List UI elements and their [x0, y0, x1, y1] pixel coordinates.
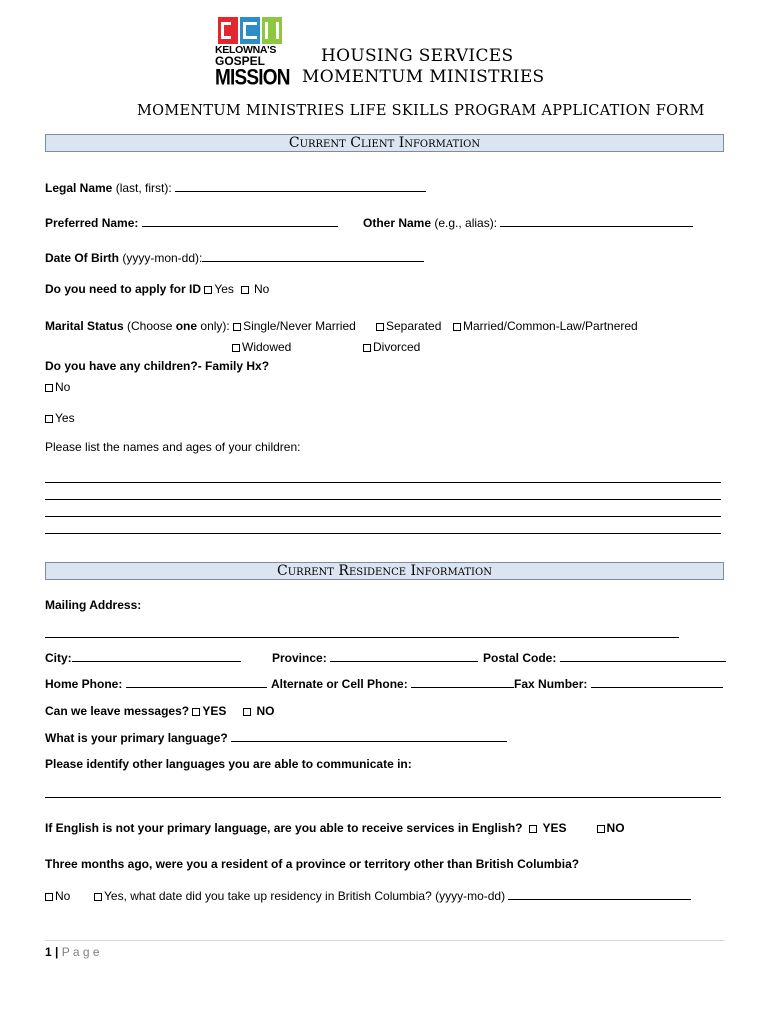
fax-label: Fax Number:	[514, 677, 591, 691]
marital-divorced-label: Divorced	[373, 340, 421, 354]
messages-yes-checkbox[interactable]	[192, 708, 200, 716]
resident-no-checkbox[interactable]	[45, 893, 53, 901]
id-no-label: No	[253, 282, 270, 296]
section-residence-info-bar	[45, 562, 724, 580]
province-field[interactable]	[330, 651, 478, 662]
alt-phone-label: Alternate or Cell Phone:	[271, 677, 412, 691]
legal-name-hint: (last, first):	[112, 181, 176, 195]
mailing-label: Mailing Address:	[45, 598, 142, 612]
messages-no-label: NO	[256, 704, 275, 718]
page-separator: |	[51, 945, 62, 959]
marital-divorced-checkbox[interactable]	[363, 344, 371, 352]
home-phone-label: Home Phone:	[45, 677, 126, 691]
legal-name-row	[45, 181, 426, 195]
children-no-label: No	[55, 380, 71, 394]
marital-separated	[376, 319, 441, 333]
marital-row	[45, 319, 356, 333]
marital-married-label: Married/Common-Law/Partnered	[463, 319, 638, 333]
city-row	[45, 651, 241, 665]
id-row	[45, 282, 269, 296]
marital-divorced	[363, 340, 420, 354]
other-lang-label: Please identify other languages you are able to communicate in:	[45, 757, 412, 771]
home-phone-row	[45, 677, 267, 691]
other-name-label: Other Name	[363, 216, 432, 230]
section-residence-info-title: Current Residence Information	[277, 563, 492, 579]
id-question: Do you need to apply for ID	[45, 282, 205, 296]
preferred-name-field[interactable]	[142, 216, 338, 227]
messages-question: Can we leave messages?	[45, 704, 193, 718]
messages-row	[45, 704, 274, 718]
other-name-field[interactable]	[500, 216, 693, 227]
primary-lang-row	[45, 731, 507, 745]
header-title-2: MOMENTUM MINISTRIES	[302, 67, 545, 87]
postal-field[interactable]	[560, 651, 726, 662]
other-name-row	[363, 216, 693, 230]
page-number: 1	[45, 945, 52, 959]
logo-text-line3: MISSION	[215, 66, 290, 91]
id-yes-checkbox[interactable]	[204, 286, 212, 294]
children-question: Do you have any children?- Family Hx?	[45, 359, 270, 373]
messages-no-checkbox[interactable]	[243, 708, 251, 716]
province-label: Province:	[272, 651, 331, 665]
children-yes-label: Yes	[55, 411, 75, 425]
primary-lang-field[interactable]	[231, 731, 507, 742]
english-row	[45, 821, 625, 835]
other-lang-field[interactable]	[45, 797, 721, 798]
messages-yes-label: YES	[202, 704, 227, 718]
marital-hint-one: one	[175, 319, 198, 333]
footer-divider	[45, 940, 725, 941]
dob-row	[45, 251, 424, 265]
children-list-prompt: Please list the names and ages of your children:	[45, 440, 301, 454]
logo-text-line2: GOSPEL	[215, 54, 266, 68]
preferred-name-row	[45, 216, 338, 230]
children-yes	[45, 411, 75, 425]
marital-label: Marital Status	[45, 319, 124, 333]
postal-row	[483, 651, 726, 665]
legal-name-field[interactable]	[175, 181, 426, 192]
children-line-4[interactable]	[45, 533, 721, 534]
alt-phone-row	[271, 677, 723, 691]
id-yes-label: Yes	[214, 282, 234, 296]
marital-married	[453, 319, 638, 333]
resident-no-label: No	[55, 889, 71, 903]
legal-name-label: Legal Name	[45, 181, 113, 195]
marital-married-checkbox[interactable]	[453, 323, 461, 331]
mailing-field[interactable]	[45, 637, 679, 638]
marital-widowed-checkbox[interactable]	[232, 344, 240, 352]
children-line-2[interactable]	[45, 499, 721, 500]
page-word: P a g e	[61, 945, 100, 959]
section-client-info-bar	[45, 134, 724, 152]
marital-widowed	[232, 340, 291, 354]
resident-no	[45, 889, 70, 903]
postal-label: Postal Code:	[483, 651, 560, 665]
dob-hint: (yyyy-mon-dd):	[119, 251, 203, 265]
home-phone-field[interactable]	[126, 677, 267, 688]
dob-label: Date Of Birth	[45, 251, 120, 265]
page-footer	[45, 945, 100, 959]
section-client-info-title: Current Client Information	[288, 135, 481, 151]
form-title: MOMENTUM MINISTRIES LIFE SKILLS PROGRAM APPLICATION FORM	[137, 103, 705, 119]
marital-separated-label: Separated	[386, 319, 442, 333]
marital-hint-post: only):	[197, 319, 234, 333]
english-yes-checkbox[interactable]	[529, 825, 537, 833]
preferred-name-label: Preferred Name:	[45, 216, 142, 230]
logo	[215, 17, 290, 93]
marital-widowed-label: Widowed	[242, 340, 292, 354]
children-no-checkbox[interactable]	[45, 384, 53, 392]
resident-date-field[interactable]	[508, 889, 691, 900]
children-yes-checkbox[interactable]	[45, 415, 53, 423]
primary-lang-label: What is your primary language?	[45, 731, 232, 745]
logo-text-line1: KELOWNA'S	[215, 44, 277, 56]
marital-separated-checkbox[interactable]	[376, 323, 384, 331]
children-line-3[interactable]	[45, 516, 721, 517]
resident-yes-checkbox[interactable]	[94, 893, 102, 901]
children-line-1[interactable]	[45, 482, 721, 483]
dob-field[interactable]	[202, 251, 424, 262]
english-yes-label: YES	[542, 821, 567, 835]
marital-single-checkbox[interactable]	[233, 323, 241, 331]
marital-hint-pre: (Choose	[123, 319, 176, 333]
english-question: If English is not your primary language, are you able to receive services in English?	[45, 821, 526, 835]
city-label: City:	[45, 651, 72, 665]
children-no	[45, 380, 70, 394]
other-name-hint: (e.g., alias):	[431, 216, 501, 230]
id-no-checkbox[interactable]	[241, 286, 249, 294]
province-row	[272, 651, 478, 665]
city-field[interactable]	[72, 651, 241, 662]
resident-yes	[94, 889, 691, 903]
english-no-checkbox[interactable]	[597, 825, 605, 833]
alt-phone-field[interactable]	[411, 677, 514, 688]
marital-single-label: Single/Never Married	[243, 319, 356, 333]
fax-field[interactable]	[591, 677, 723, 688]
resident-question: Three months ago, were you a resident of a province or territory other than British Columbia?	[45, 857, 580, 871]
resident-yes-label: Yes, what date did you take up residency in British Columbia? (yyyy-mo-dd)	[104, 889, 509, 903]
english-no-label: NO	[606, 821, 625, 835]
header-title-1: HOUSING SERVICES	[321, 46, 514, 66]
